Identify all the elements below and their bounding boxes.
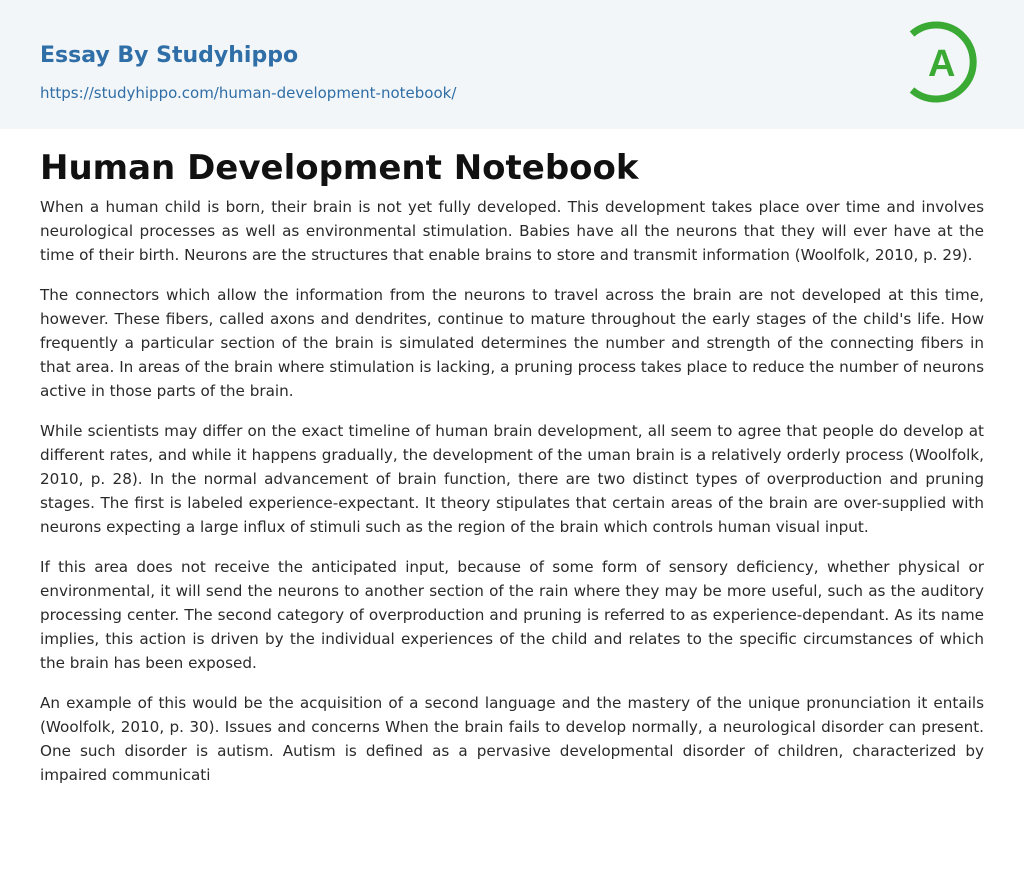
article — [0, 147, 1024, 787]
site-header — [0, 0, 1024, 129]
logo-letter: A — [928, 43, 956, 85]
paragraph-2: The connectors which allow the information from the neurons to travel across the brain are not developed at this time, however. These fibers, called axons and dendrites, continue to mature throughout the early stages of the child's life. How frequently a particular section of the brain is simulated determines the number and strength of the connecting fibers in that area. In areas of the brain where stimulation is lacking, a pruning process takes place to reduce the number of neurons active in those parts of the brain. — [40, 286, 984, 400]
article-url-link[interactable]: https://studyhippo.com/human-development-notebook/ — [40, 84, 457, 102]
paragraph-5: An example of this would be the acquisition of a second language and the mastery of the unique pronunciation it entails (Woolfolk, 2010, p. 30). Issues and concerns When the brain fails to develop normally, a neurological disorder can present. One such disorder is autism. Autism is defined as a pervasive developmental disorder of children, characterized by impaired communicati — [40, 694, 984, 784]
page-title: Human Development Notebook — [40, 148, 639, 188]
paragraph-1: When a human child is born, their brain is not yet fully developed. This development takes place over time and involves neurological processes as well as environmental stimulation. Babies have all the neurons that they will ever have at the time of their birth. Neurons are the structures that enable brains to store and transmit information (Woolfolk, 2010, p. 29). — [40, 198, 984, 264]
brand-title: Essay By Studyhippo — [40, 43, 299, 68]
studyhippo-logo-icon[interactable] — [900, 20, 984, 104]
paragraph-4: If this area does not receive the anticipated input, because of some form of sensory deficiency, whether physical or environmental, it will send the neurons to another section of the rain where they may be more useful, such as the auditory processing center. The second category of overproduction and pruning is referred to as experience-dependant. As its name implies, this action is driven by the individual experiences of the child and relates to the specific circumstances of which the brain has been exposed. — [40, 558, 984, 672]
paragraph-3: While scientists may differ on the exact timeline of human brain development, all seem to agree that people do develop at different rates, and while it happens gradually, the development of the uman brain is a relatively orderly process (Woolfolk, 2010, p. 28). In the normal advancement of brain function, there are two distinct types of overproduction and pruning stages. The first is labeled experience-expectant. It theory stipulates that certain areas of the brain are over-supplied with neurons expecting a large influx of stimuli such as the region of the brain which controls human visual input. — [40, 422, 984, 536]
